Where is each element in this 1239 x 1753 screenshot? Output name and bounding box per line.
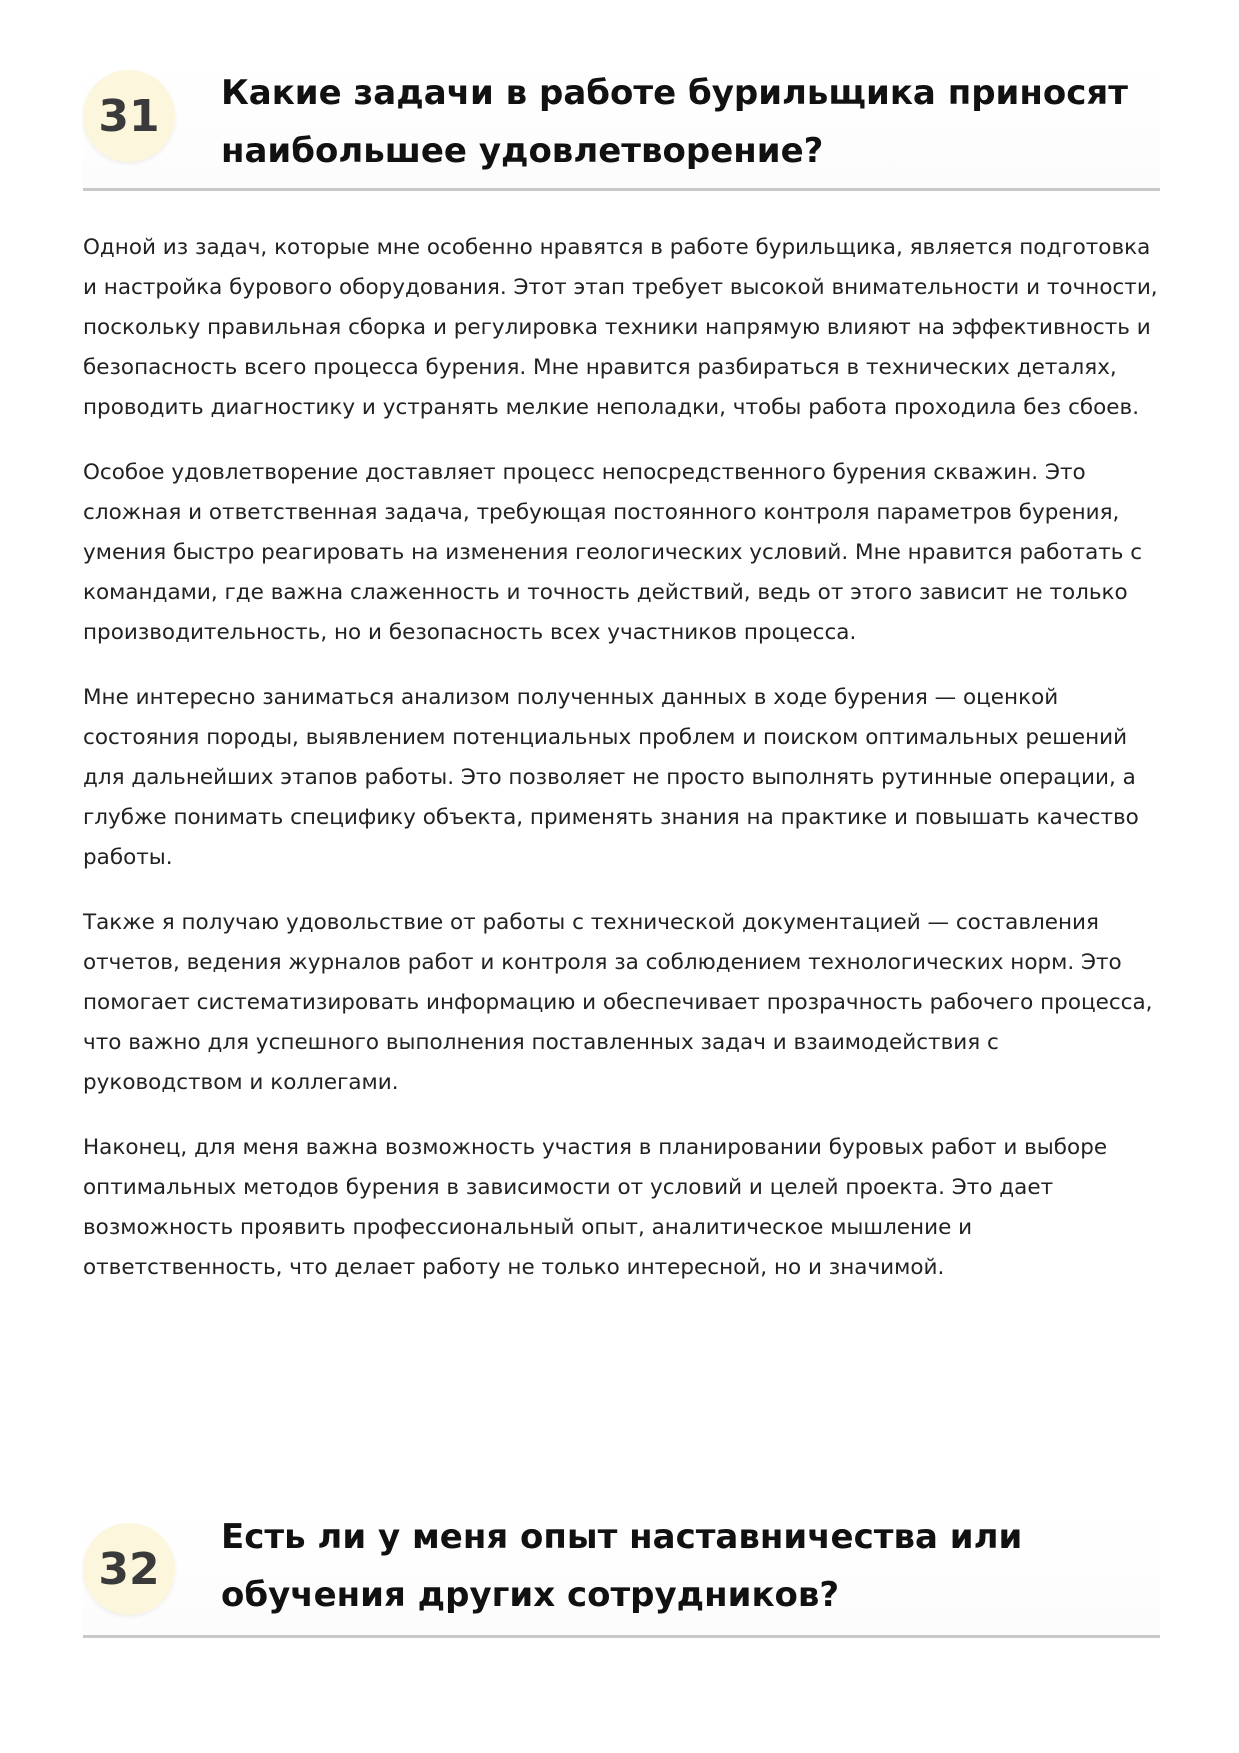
answer-paragraph: Особое удовлетворение доставляет процесс непосредственного бурения скважин. Это сложная и ответственная задача, требующая постоянного контроля параметров бурения, умения быстро реагировать на изменения геологических условий. Мне нравится работать с командами, где важна слаженность и точность действий, ведь от этого зависит не только производительность, но и безопасность всех участников процесса. — [83, 460, 1143, 645]
answer-body-31 — [83, 228, 1160, 1313]
answer-paragraph: Также я получаю удовольствие от работы с технической документацией — составления отчетов, ведения журналов работ и контроля за соблюдением технологических норм. Это помогает систематизировать информацию и обеспечивает прозрачность рабочего процесса, что важно для успешного выполнения поставленных задач и взаимодействия с руководством и коллегами. — [83, 910, 1153, 1095]
question-title: Есть ли у меня опыт наставничества или обучения других сотрудников? — [221, 1517, 1023, 1615]
question-number-badge: 31 — [83, 70, 175, 162]
answer-paragraph: Наконец, для меня важна возможность участия в планировании буровых работ и выборе оптимальных методов бурения в зависимости от условий и целей проекта. Это дает возможность проявить профессиональный опыт, аналитическое мышление и ответственность, что делает работу не только интересной, но и значимой. — [83, 1135, 1108, 1280]
question-title: Какие задачи в работе бурильщика приносят наибольшее удовлетворение? — [221, 73, 1128, 171]
question-header-31 — [83, 62, 1160, 191]
answer-paragraph: Мне интересно заниматься анализом полученных данных в ходе бурения — оценкой состояния породы, выявлением потенциальных проблем и поиском оптимальных решений для дальнейших этапов работы. Это позволяет не просто выполнять рутинные операции, а глубже понимать специфику объекта, применять знания на практике и повышать качество работы. — [83, 685, 1139, 870]
answer-paragraph: Одной из задач, которые мне особенно нравятся в работе бурильщика, является подготовка и настройка бурового оборудования. Этот этап требует высокой внимательности и точности, поскольку правильная сборка и регулировка техники напрямую влияют на эффективность и безопасность всего процесса бурения. Мне нравится разбираться в технических деталях, проводить диагностику и устранять мелкие неполадки, чтобы работа проходила без сбоев. — [83, 235, 1158, 420]
question-header-32 — [83, 1509, 1160, 1638]
question-number-badge: 32 — [83, 1523, 175, 1615]
